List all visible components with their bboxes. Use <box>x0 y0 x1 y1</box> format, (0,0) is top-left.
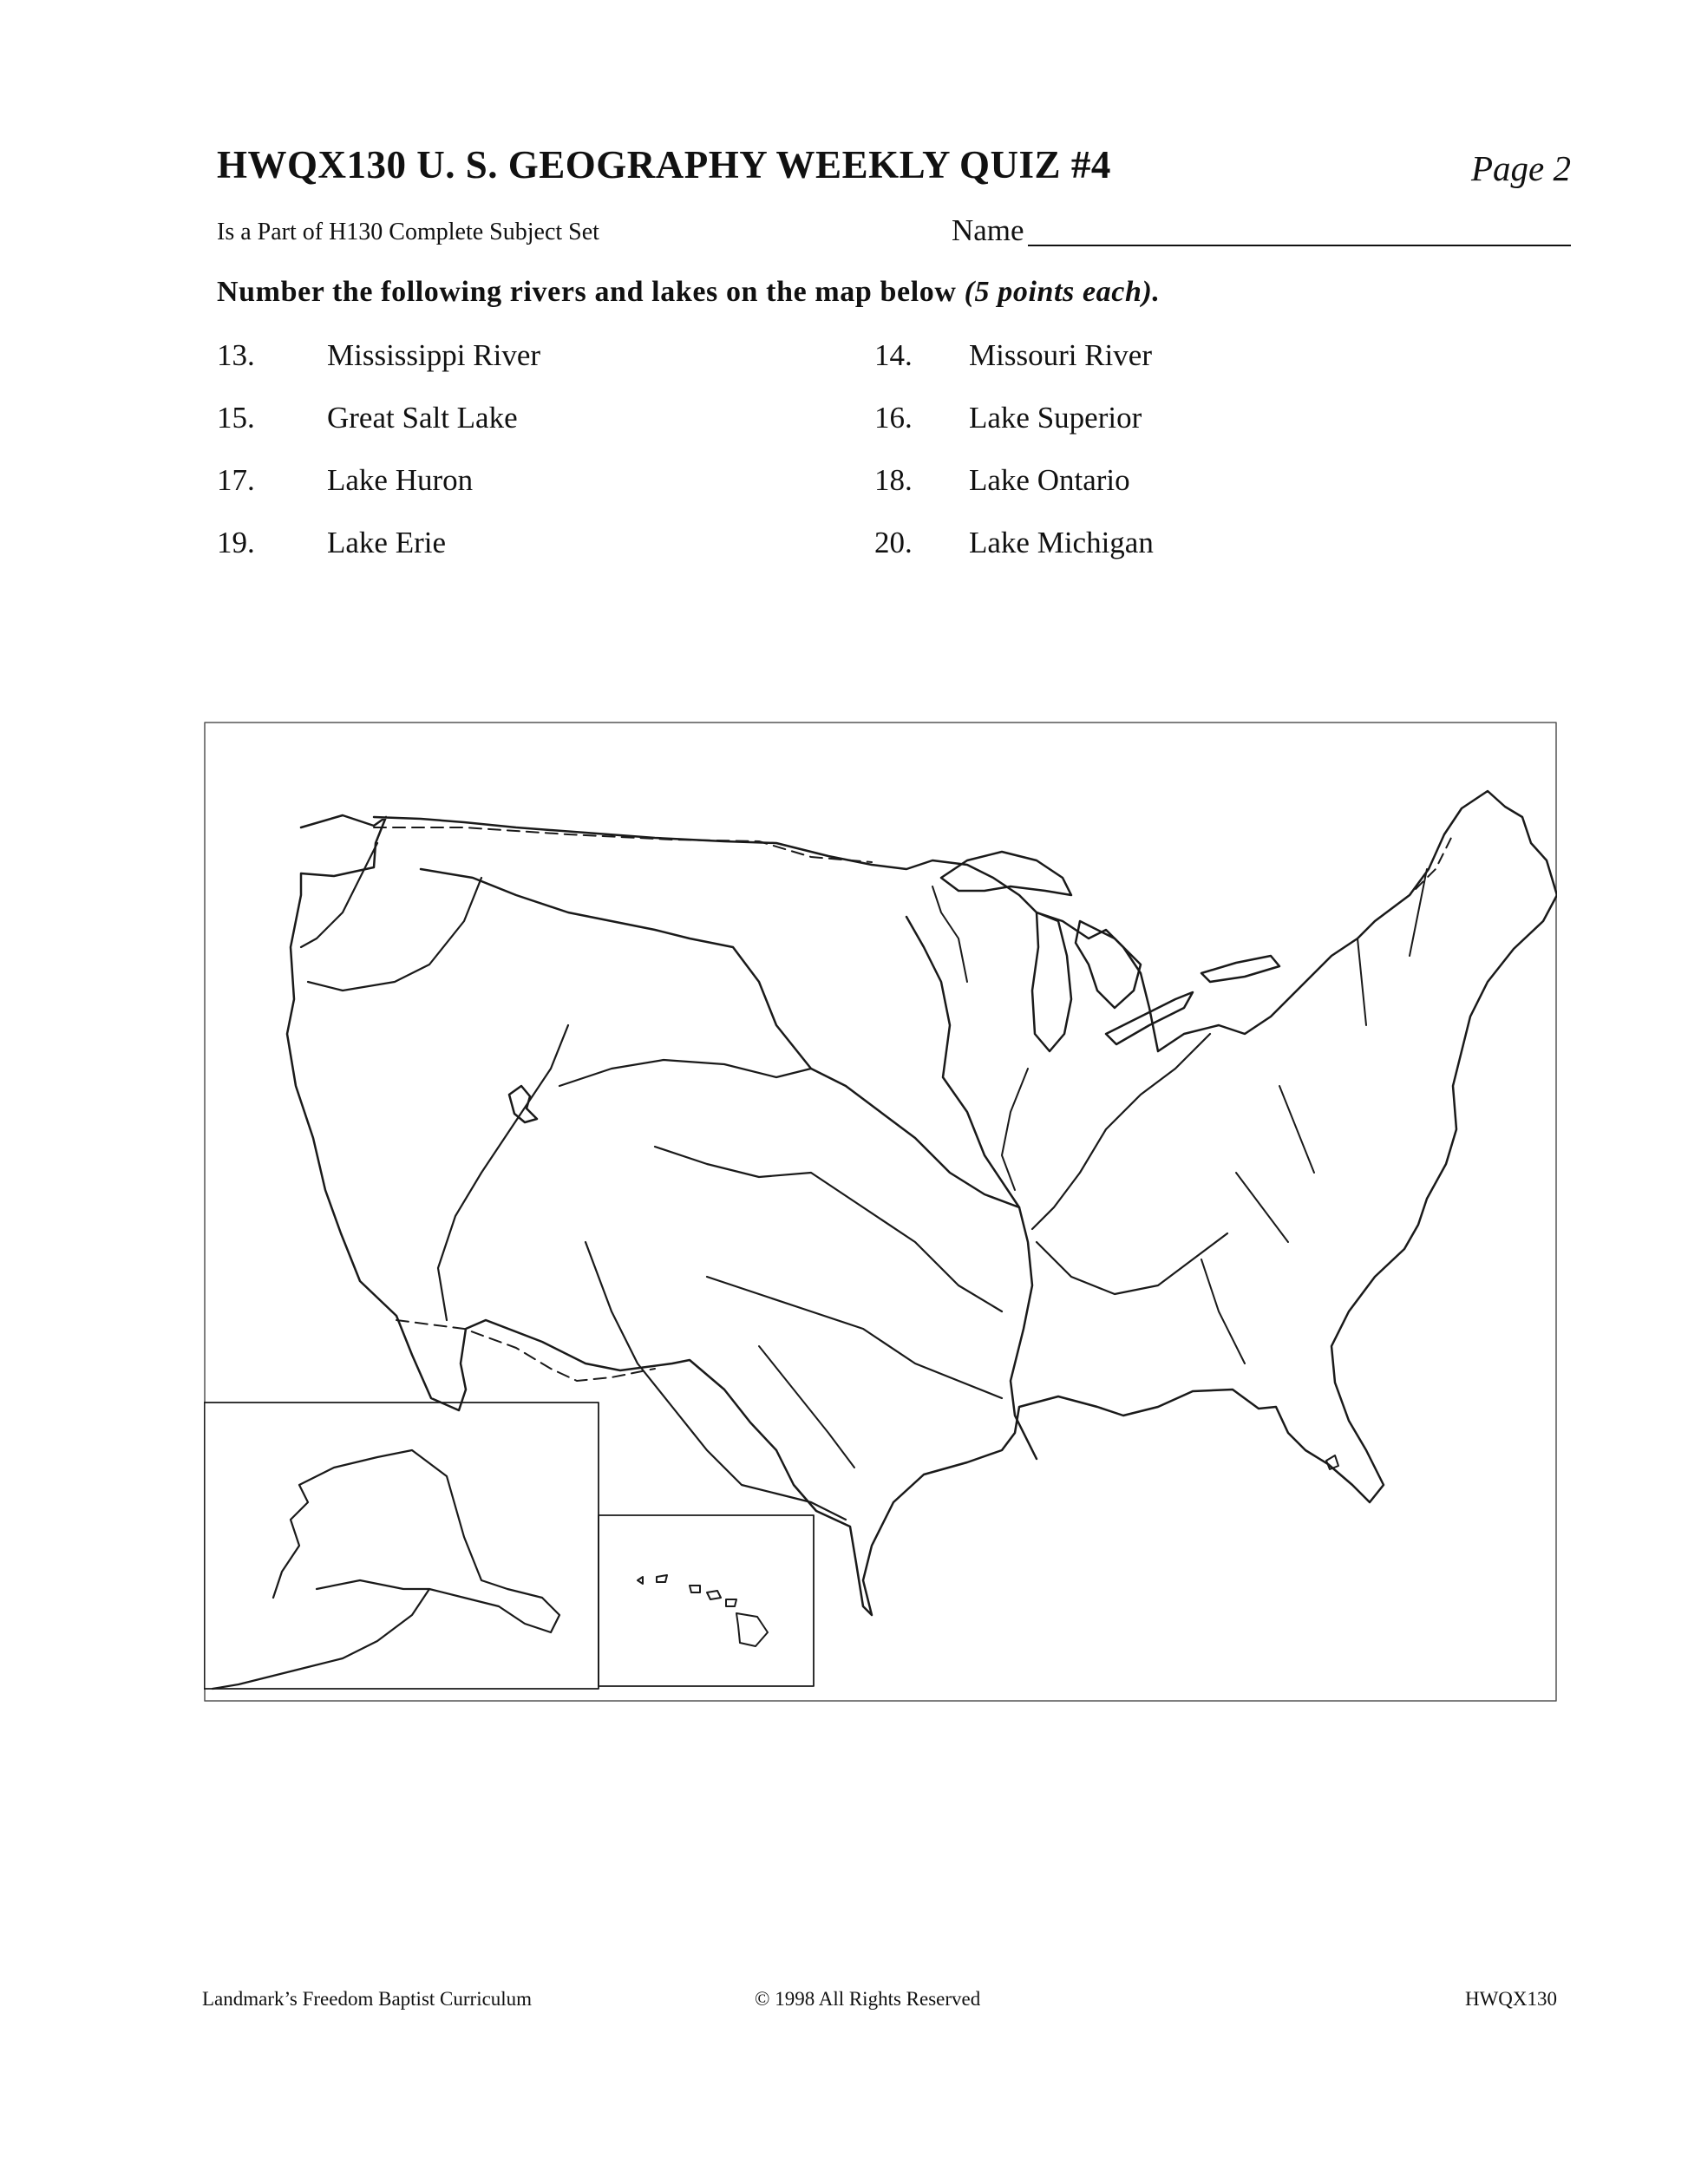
alaska-inset-frame <box>204 1403 599 1689</box>
map-border <box>205 723 1556 1701</box>
item-number: 16. <box>874 401 913 435</box>
lake-michigan <box>1032 912 1071 1051</box>
item-label: Lake Michigan <box>969 526 1154 559</box>
item-label: Great Salt Lake <box>327 401 518 435</box>
east-coast-river-3 <box>1201 1259 1245 1363</box>
hudson-river <box>1358 938 1366 1025</box>
subject-set-note: Is a Part of H130 Complete Subject Set <box>217 219 599 245</box>
item-label: Mississippi River <box>327 338 541 372</box>
columbia-river <box>301 843 377 947</box>
great-salt-lake <box>509 1086 537 1122</box>
snake-river <box>308 878 481 991</box>
illinois-river <box>1002 1069 1028 1190</box>
lake-superior <box>941 852 1071 895</box>
item-label: Lake Superior <box>969 401 1142 435</box>
lake-huron <box>1076 921 1141 1008</box>
instructions-points: (5 points each). <box>964 276 1161 308</box>
northern-border <box>374 827 872 862</box>
red-river <box>707 1277 1002 1398</box>
name-field-line[interactable] <box>1028 245 1571 246</box>
item-label: Lake Huron <box>327 463 474 497</box>
footer-copyright: © 1998 All Rights Reserved <box>755 1988 981 2010</box>
east-coast-river-2 <box>1236 1173 1288 1242</box>
page-number: Page 2 <box>1471 148 1571 188</box>
item-number: 14. <box>874 338 913 372</box>
item-number: 13. <box>217 338 255 372</box>
brazos-river <box>759 1346 854 1468</box>
item-number: 18. <box>874 463 913 497</box>
footer-code: HWQX130 <box>1464 1988 1557 2010</box>
instructions <box>217 276 1161 309</box>
footer-curriculum: Landmark’s Freedom Baptist Curriculum <box>202 1988 533 2010</box>
wisconsin-river <box>932 886 967 982</box>
southern-border <box>396 1320 655 1381</box>
hawaii-inset-frame <box>599 1515 814 1686</box>
item-label: Missouri River <box>969 338 1152 372</box>
hawaii-islands <box>638 1575 768 1646</box>
item-number: 20. <box>874 526 913 559</box>
item-label: Lake Erie <box>327 526 446 559</box>
mississippi-river <box>906 917 1037 1459</box>
name-label: Name <box>952 213 1024 247</box>
item-number: 15. <box>217 401 255 435</box>
continental-us-outline <box>287 791 1557 1615</box>
missouri-river <box>421 869 1019 1207</box>
instructions-text: Number the following rivers and lakes on the map below <box>217 276 965 308</box>
item-number: 19. <box>217 526 255 559</box>
colorado-river <box>438 1025 568 1320</box>
item-number: 17. <box>217 463 255 497</box>
platte-river <box>559 1060 811 1086</box>
ohio-river <box>1032 1034 1210 1229</box>
eastern-border <box>1375 834 1453 921</box>
us-outline-map <box>204 722 1557 1702</box>
alaska-outline <box>213 1450 559 1689</box>
east-coast-river-1 <box>1279 1086 1314 1173</box>
item-label: Lake Ontario <box>969 463 1130 497</box>
quiz-title: HWQX130 U. S. GEOGRAPHY WEEKLY QUIZ #4 <box>217 143 1111 186</box>
tennessee-river <box>1037 1233 1227 1294</box>
lake-ontario <box>1201 956 1279 982</box>
